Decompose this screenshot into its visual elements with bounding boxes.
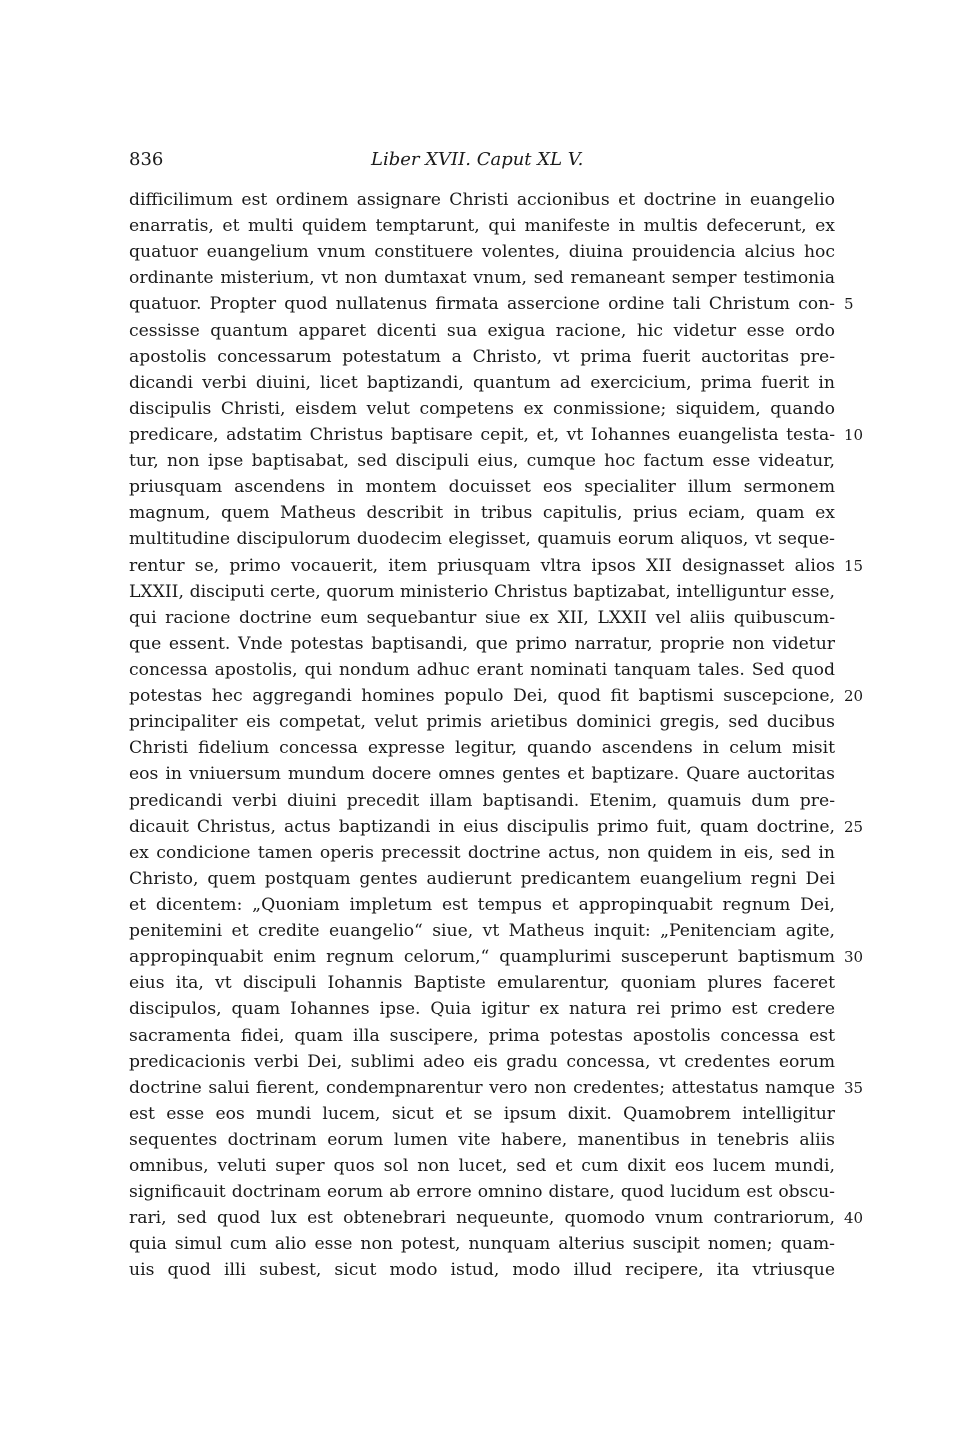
line-number: 15 (844, 556, 864, 575)
text-line (129, 1179, 835, 1205)
page-number: 836 (129, 149, 164, 170)
line-number: 35 (844, 1078, 864, 1097)
line-text: eius ita, vt discipuli Iohannis Baptiste emularentur, quoniam plures faceret (129, 973, 835, 994)
text-line (129, 788, 835, 814)
text-line (129, 213, 835, 239)
text-line (129, 318, 835, 344)
line-text: difficilimum est ordinem assignare Christi accionibus et doctrine in euangelio (129, 190, 835, 210)
line-number: 30 (844, 948, 864, 967)
line-number: 5 (844, 295, 854, 314)
text-line (129, 1153, 835, 1179)
line-number: 25 (844, 817, 864, 836)
text-line (129, 344, 835, 370)
line-text: discipulos, quam Iohannes ipse. Quia igitur ex natura rei primo est credere (129, 999, 835, 1020)
text-line (129, 291, 854, 317)
line-text: sacramenta fidei, quam illa suscipere, prima potestas apostolis concessa est (129, 1025, 835, 1046)
text-line (129, 605, 835, 631)
line-text: cessisse quantum apparet dicenti sua exigua racione, hic videtur esse ordo (129, 320, 835, 341)
text-line (129, 1257, 835, 1283)
line-text: predicandi verbi diuini precedit illam baptisandi. Etenim, quamuis dum pre- (129, 790, 835, 811)
line-text: omnibus, veluti super quos sol non lucet, sed et cum dixit eos lucem mundi, (129, 1156, 835, 1177)
text-line (129, 526, 835, 552)
text-line (129, 1075, 864, 1101)
text-line (129, 370, 835, 396)
text-line (129, 448, 835, 474)
line-text: apostolis concessarum potestatum a Christo, vt prima fuerit auctoritas pre- (129, 346, 835, 367)
text-line (129, 866, 835, 892)
text-line (129, 996, 835, 1022)
line-text: ordinante misterium, vt non dumtaxat vnum, sed remaneant semper testimonia (129, 268, 835, 289)
text-line (129, 553, 864, 579)
text-line (129, 265, 835, 291)
line-text: significauit doctrinam eorum ab errore omnino distare, quod lucidum est obscu- (129, 1182, 835, 1203)
line-text: predicacionis verbi Dei, sublimi adeo eis gradu concessa, vt credentes eorum (129, 1051, 835, 1072)
running-title: Liber XVII. Caput XL V. (371, 149, 584, 170)
line-text: quatuor euangelium vnum constituere volentes, diuina prouidencia alcius hoc (129, 242, 835, 263)
line-text: priusquam ascendens in montem docuisset eos specialiter illum sermonem (129, 477, 835, 498)
line-text: ex condicione tamen operis precessit doctrine actus, non quidem in eis, sed in (129, 842, 835, 863)
text-line (129, 1231, 835, 1257)
line-text: predicare, adstatim Christus baptisare cepit, et, vt Iohannes euangelista testa- (129, 424, 835, 445)
line-text: tur, non ipse baptisabat, sed discipuli eius, cumque hoc factum esse videatur, (129, 451, 835, 472)
text-line (129, 892, 835, 918)
text-line (129, 709, 835, 735)
line-number: 20 (844, 687, 864, 706)
line-text: LXXII, disciputi certe, quorum ministerio Christus baptizabat, intelliguntur esse, (129, 581, 835, 602)
text-line (129, 683, 864, 709)
line-text: rari, sed quod lux est obtenebrari nequeunte, quomodo vnum contrariorum, (129, 1208, 835, 1229)
text-line (129, 761, 835, 787)
text-line (129, 396, 835, 422)
text-line (129, 1023, 835, 1049)
text-line (129, 814, 864, 840)
line-text: eos in vniuersum mundum docere omnes gentes et baptizare. Quare auctoritas (129, 764, 835, 785)
line-text: penitemini et credite euangelio“ siue, vt Matheus inquit: „Penitenciam agite, (129, 921, 835, 942)
text-line (129, 579, 835, 605)
text-line (129, 840, 835, 866)
line-text: qui racione doctrine eum sequebantur siue ex XII, LXXII vel aliis quibuscum- (129, 607, 835, 628)
line-number: 10 (844, 425, 864, 444)
text-line (129, 657, 835, 683)
text-line (129, 735, 835, 761)
line-number: 40 (844, 1209, 864, 1228)
line-text: dicandi verbi diuini, licet baptizandi, quantum ad exercicium, prima fuerit in (129, 372, 835, 393)
text-line (129, 631, 835, 657)
line-text: et dicentem: „Quoniam impletum est tempus et appropinquabit regnum Dei, (129, 894, 835, 915)
line-text: rentur se, primo vocauerit, item priusquam vltra ipsos XII designasset alios (129, 555, 835, 576)
text-line (129, 1127, 835, 1153)
line-text: multitudine discipulorum duodecim elegisset, quamuis eorum aliquos, vt seque- (129, 529, 835, 550)
body-text (129, 187, 864, 1284)
text-line (129, 187, 835, 213)
running-header (129, 147, 835, 173)
text-line (129, 422, 864, 448)
line-text: discipulis Christi, eisdem velut competens ex conmissione; siquidem, quando (129, 398, 835, 419)
text-line (129, 970, 835, 996)
line-text: quatuor. Propter quod nullatenus firmata assercione ordine tali Christum con- (129, 294, 835, 315)
line-text: appropinquabit enim regnum celorum,“ quamplurimi susceperunt baptismum (129, 947, 835, 968)
text-line (129, 474, 835, 500)
line-text: dicauit Christus, actus baptizandi in eius discipulis primo fuit, quam doctrine, (129, 816, 835, 837)
line-text: doctrine salui fierent, condempnarentur vero non credentes; attestatus namque (129, 1077, 835, 1098)
text-line (129, 1101, 835, 1127)
text-line (129, 239, 835, 265)
line-text: Christo, quem postquam gentes audierunt predicantem euangelium regni Dei (129, 868, 835, 889)
line-text: quia simul cum alio esse non potest, nunquam alterius suscipit nomen; quam- (129, 1234, 835, 1255)
line-text: que essent. Vnde potestas baptisandi, que primo narratur, proprie non videtur (129, 633, 835, 654)
line-text: principaliter eis competat, velut primis arietibus dominici gregis, sed ducibus (129, 712, 835, 733)
line-text: Christi fidelium concessa expresse legitur, quando ascendens in celum misit (129, 738, 835, 759)
text-line (129, 918, 835, 944)
text-line (129, 1205, 864, 1231)
line-text: sequentes doctrinam eorum lumen vite habere, manentibus in tenebris aliis (129, 1129, 835, 1150)
line-text: potestas hec aggregandi homines populo Dei, quod fit baptismi suscepcione, (129, 686, 835, 707)
line-text: est esse eos mundi lucem, sicut et se ipsum dixit. Quamobrem intelligitur (129, 1103, 835, 1124)
line-text: uis quod illi subest, sicut modo istud, modo illud recipere, ita vtriusque (129, 1260, 835, 1281)
line-text: enarratis, et multi quidem temptarunt, qui manifeste in multis defecerunt, ex (129, 216, 835, 237)
line-text: concessa apostolis, qui nondum adhuc erant nominati tanquam tales. Sed quod (129, 659, 835, 680)
text-line (129, 944, 864, 970)
text-line (129, 500, 835, 526)
line-text: magnum, quem Matheus describit in tribus capitulis, prius eciam, quam ex (129, 503, 835, 524)
text-line (129, 1049, 835, 1075)
